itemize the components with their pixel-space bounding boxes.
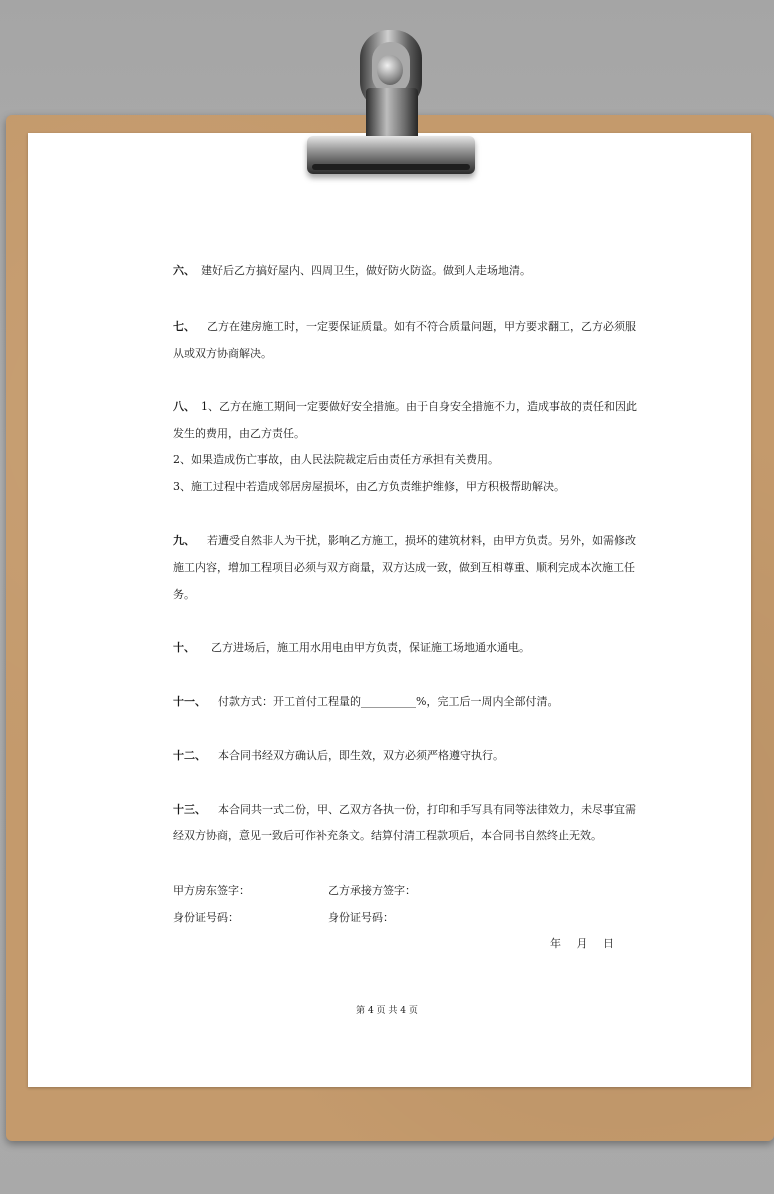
clause-text: 本合同共一式二份，甲、乙双方各执一份，打印和手写具有同等法律效力，未尽事宜需 xyxy=(218,803,636,816)
clause-number: 十、 xyxy=(173,641,195,654)
clause-9-cont-2 xyxy=(173,581,633,608)
clause-11 xyxy=(173,688,633,715)
clause-number: 八、 xyxy=(173,400,195,413)
date-label: 年 月 日 xyxy=(550,937,620,950)
page-footer: 第 4 页 共 4 页 xyxy=(356,1006,418,1016)
clause-text: 发生的费用，由乙方责任。 xyxy=(173,427,305,440)
clause-9-cont xyxy=(173,554,633,581)
clause-number: 十三、 xyxy=(173,803,206,816)
clause-text: 乙方进场后，施工用水用电由甲方负责，保证施工场地通水通电。 xyxy=(211,641,530,654)
clip-neck xyxy=(366,88,418,140)
clause-text: 3、施工过程中若造成邻居房屋损坏，由乙方负责维护维修，甲方积极帮助解决。 xyxy=(173,480,565,493)
clause-text: 从或双方协商解决。 xyxy=(173,347,272,360)
clause-6 xyxy=(173,257,633,284)
clause-8-item-3 xyxy=(173,473,633,500)
clause-number: 六、 xyxy=(173,264,195,277)
clause-10 xyxy=(173,634,633,661)
clause-13 xyxy=(173,796,636,823)
clause-text: 本合同书经双方确认后，即生效，双方必须严格遵守执行。 xyxy=(218,749,504,762)
clause-text: 1、乙方在施工期间一定要做好安全措施。由于自身安全措施不力，造成事故的责任和因此 xyxy=(201,400,637,413)
clause-text: 施工内容，增加工程项目必须与双方商量，双方达成一致，做到互相尊重、顺利完成本次施工任 xyxy=(173,561,635,574)
party-a-signature-label: 甲方房东签字： xyxy=(173,884,250,897)
clause-9 xyxy=(173,527,636,554)
party-a-id-label: 身份证号码： xyxy=(173,911,239,924)
clause-text: 付款方式：开工首付工程量的__________%，完工后一周内全部付清。 xyxy=(218,695,559,708)
clause-text: 经双方协商，意见一致后可作补充条文。结算付清工程款项后，本合同书自然终止无效。 xyxy=(173,829,602,842)
clause-number: 十二、 xyxy=(173,749,206,762)
clause-12 xyxy=(173,742,633,769)
clause-7-cont xyxy=(173,340,633,367)
clause-8-item-2 xyxy=(173,446,633,473)
clause-text: 若遭受自然非人为干扰，影响乙方施工，损坏的建筑材料，由甲方负责。另外，如需修改 xyxy=(207,534,636,547)
clause-text: 2、如果造成伤亡事故，由人民法院裁定后由责任方承担有关费用。 xyxy=(173,453,499,466)
clip-knob xyxy=(377,55,403,85)
clause-text: 建好后乙方搞好屋内、四周卫生，做好防火防盗。做到人走场地清。 xyxy=(201,264,531,277)
clause-13-cont xyxy=(173,822,633,849)
clause-number: 七、 xyxy=(173,320,195,333)
clause-7 xyxy=(173,313,636,340)
clause-number: 九、 xyxy=(173,534,195,547)
clause-8 xyxy=(173,393,637,420)
clause-text: 务。 xyxy=(173,588,195,601)
party-b-signature-label: 乙方承接方签字： xyxy=(328,884,416,897)
party-b-id-label: 身份证号码： xyxy=(328,911,394,924)
clause-number: 十一、 xyxy=(173,695,206,708)
clip-bar-edge xyxy=(312,164,470,170)
clause-text: 乙方在建房施工时，一定要保证质量。如有不符合质量问题，甲方要求翻工，乙方必须服 xyxy=(207,320,636,333)
clause-8-cont xyxy=(173,420,633,447)
